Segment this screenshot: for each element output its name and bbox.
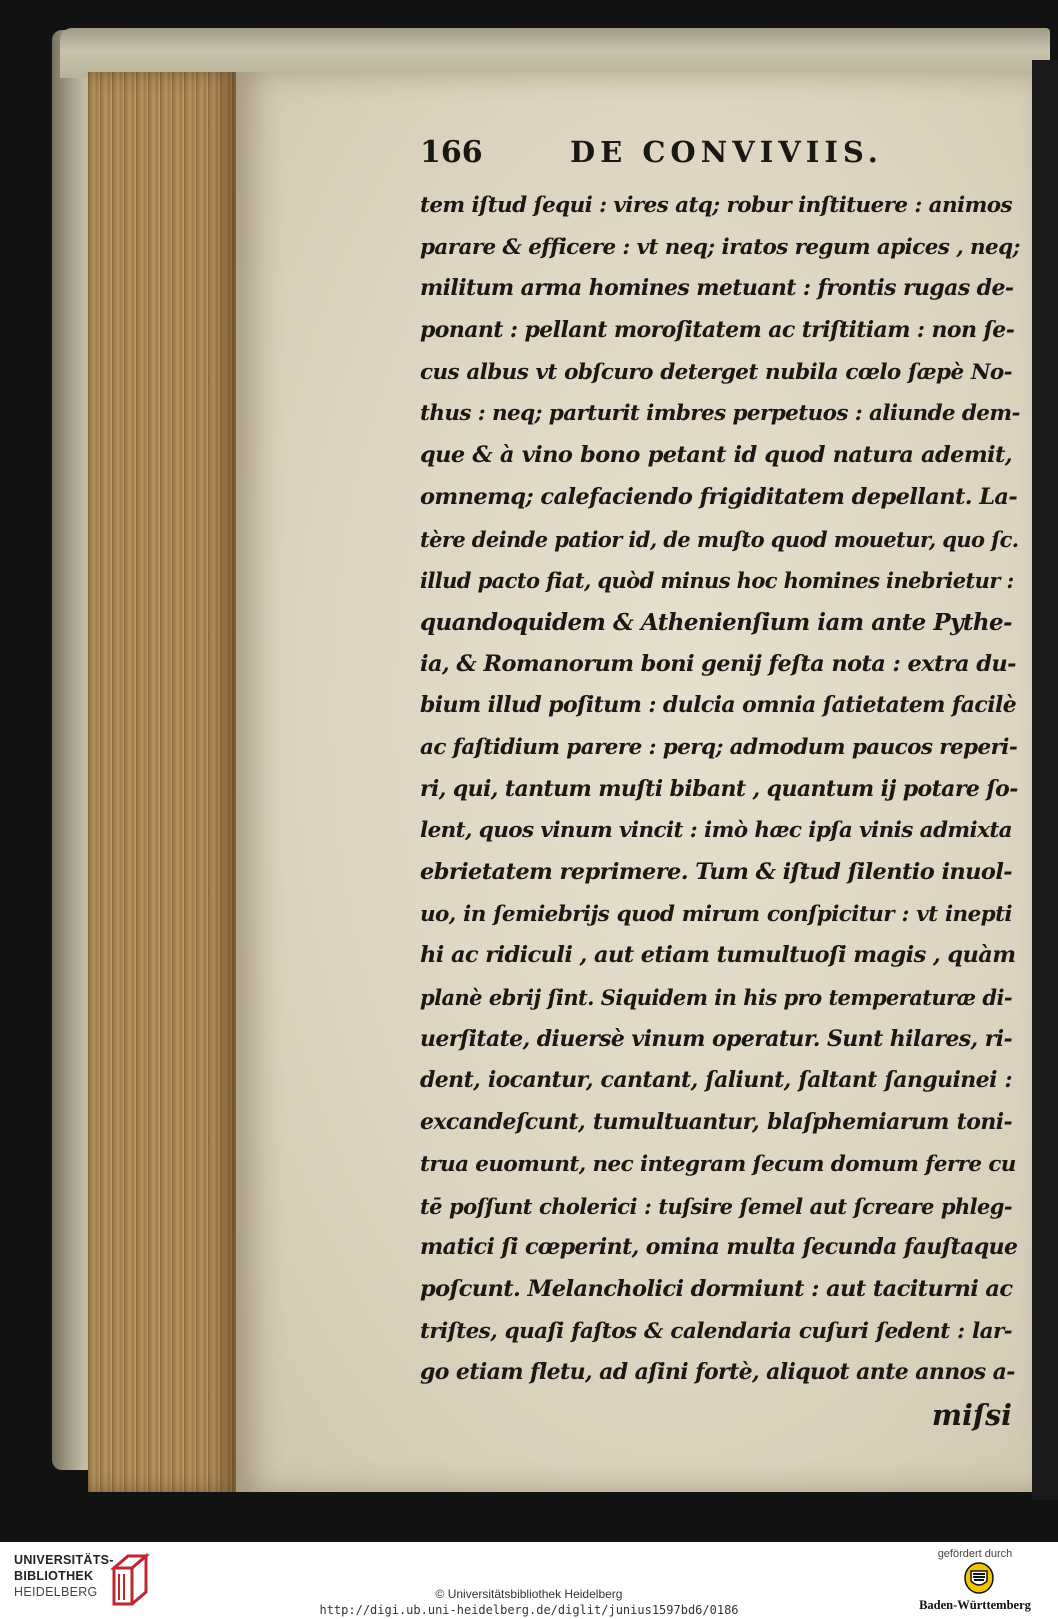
page-text [420,135,1030,1436]
text-line: bium illud poſitum : dulcia omnia ſatietatem facilè [420,692,1017,719]
text-line: poſcunt. Melancholici dormiunt : aut taciturni ac [420,1275,1013,1302]
text-line: ia, & Romanorum boni genij feſta nota : extra du- [420,650,1016,677]
text-line: tē poſſunt cholerici : tuſsire ſemel aut ſcreare phleg- [420,1193,1012,1219]
text-line: go etiam fletu, ad aſini fortè, aliquot ante annos a- [420,1359,1015,1386]
text-line: ponant : pellant moroſitatem ac triſtitiam : non ſe- [420,317,1015,344]
text-line: illud pacto fiat, quòd minus hoc homines inebrietur : [420,568,1014,594]
text-line: ri, qui, tantum muſti bibant , quantum ij potare ſo- [420,775,1018,802]
library-name-line: HEIDELBERG [14,1585,98,1599]
text-line: que & à vino bono petant id quod natura ademit, [420,442,1012,469]
funder-name: Baden-Württemberg [919,1598,1031,1612]
library-name-line: BIBLIOTHEK [14,1569,94,1583]
text-line: thus : neq; parturit imbres perpetuos : aliunde dem- [420,401,1020,427]
text-line: planè ebrij ſint. Siquidem in his pro temperaturæ di- [420,985,1012,1011]
copyright-notice: © Universitätsbibliothek Heidelberg [435,1587,623,1601]
text-line: ebrietatem reprimere. Tum & iſtud ſilentio inuol- [420,859,1012,885]
text-line: parare & efficere : vt neq; iratos regum apices , neq; [420,234,1020,260]
page-number: 166 [420,135,483,170]
library-name-line: UNIVERSITÄTS- [14,1553,114,1567]
text-line: hi ac ridiculi , aut etiam tumultuoſi magis , quàm [420,942,1016,969]
text-line: cus albus vt obſcuro deterget nubila cœlo ſæpè No- [420,359,1012,385]
text-line: matici ſi cœperint, omina multa ſecunda fauſtaque [420,1234,1018,1261]
book-cover-top [60,28,1050,78]
funded-by-label: gefördert durch [937,1548,1013,1560]
text-line: quandoquidem & Athenienſium iam ante Pythe- [420,608,1012,636]
scan-border [1032,60,1058,1500]
page-edges [88,72,236,1492]
text-line: tère deinde patior id, de muſto quod mouetur, quo ſc. [420,526,1019,552]
text-line: uo, in ſemiebrijs quod mirum conſpicitur : vt inepti [420,901,1012,927]
running-head [420,135,1030,185]
text-line: militum arma homines metuant : frontis rugas de- [420,275,1014,302]
text-line: trua euomunt, nec integram ſecum domum ferre cu [420,1151,1016,1177]
permalink-url[interactable]: http://digi.ub.uni-heidelberg.de/diglit/junius1597bd6/0186 [319,1603,739,1617]
text-line: lent, quos vinum vincit : imò hæc ipſa vinis admixta [420,818,1012,844]
text-line: uerſitate, diuersè vinum operatur. Sunt hilares, ri- [420,1025,1012,1052]
baden-wuerttemberg-emblem-icon [964,1562,994,1594]
text-line: excandeſcunt, tumultuantur, blaſphemiarum toni- [420,1109,1012,1136]
catchword: miſsi [931,1397,1012,1432]
text-line: dent, iocantur, cantant, ſaliunt, ſaltant ſanguinei : [420,1067,1012,1094]
page-header: DE CONVIVIIS. [570,135,883,169]
text-line: omnemq; calefaciendo frigiditatem depellant. La- [420,483,1018,510]
text-line: triſtes, quaſi faſtos & calendaria cuſuri ſedent : lar- [420,1318,1012,1344]
text-body [420,185,1030,1394]
text-line: ac faſtidium parere : perq; admodum paucos reperi- [420,734,1018,760]
text-line: tem iſtud ſequi : vires atq; robur inſtituere : animos [420,193,1012,218]
